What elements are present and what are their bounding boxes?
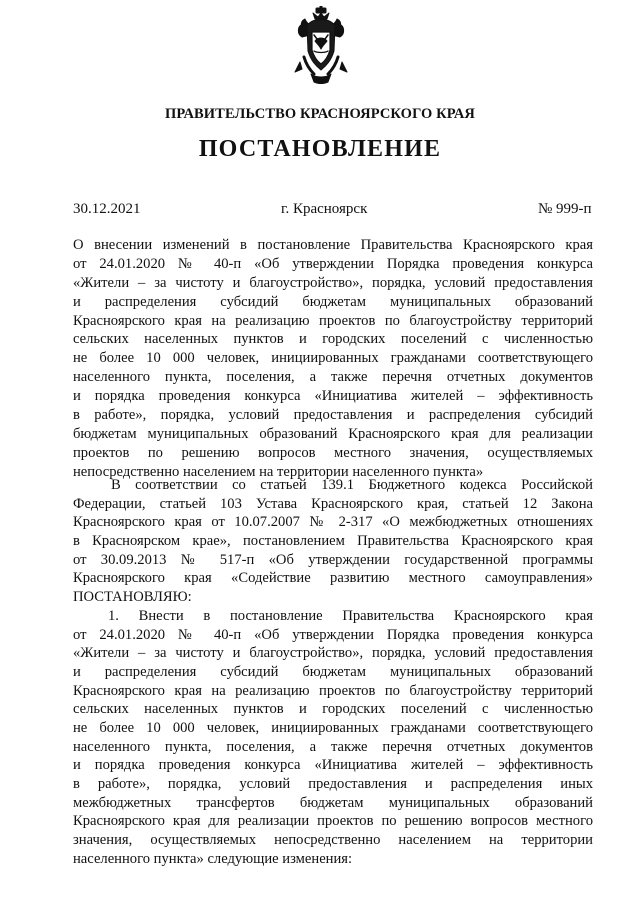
- body-line: «Жители – за чистоту и благоустройство», порядка, условий предоставления: [73, 645, 593, 662]
- subject-line: непосредственно населением на территории населенного пункта»: [73, 463, 484, 480]
- body-line: В соответствии со статьей 139.1 Бюджетного кодекса Российской: [111, 477, 593, 493]
- subject-line: «Жители – за чистоту и благоустройство», порядка, условий предоставления: [73, 274, 593, 291]
- body-line: Красноярского края на реализацию проектов по благоустройству территорий: [73, 682, 593, 699]
- body-line: Красноярского края для реализации проектов по решению вопросов местного: [73, 813, 593, 830]
- subject-line: Красноярского края на реализацию проектов по благоустройству территорий: [73, 312, 593, 329]
- document-type-title: ПОСТАНОВЛЕНИЕ: [198, 136, 442, 162]
- subject-line: населенного пункта, поселения, а также перечня отчетных документов: [73, 369, 593, 386]
- document-body: [73, 476, 593, 868]
- body-line: и порядка проведения конкурса «Инициатива жителей – эффективность: [73, 757, 593, 774]
- body-line: межбюджетных трансфертов бюджетам муниципальных образований: [73, 794, 593, 811]
- body-line: сельских населенных пунктов и городских поселений с численностью: [73, 701, 593, 718]
- document-number: № 999-п: [538, 201, 592, 217]
- krasnoyarsk-coat-of-arms-emblem: [294, 6, 348, 86]
- body-line: 1. Внести в постановление Правительства Красноярского края: [108, 607, 593, 624]
- body-line: Федерации, статьей 103 Устава Красноярского края, статьей 12 Закона: [73, 495, 593, 512]
- subject-line: в работе», порядка, условий предоставления и распределения субсидий: [73, 407, 593, 424]
- subject-line: бюджетам муниципальных образований Красноярского края для реализации: [73, 425, 593, 442]
- subject-line: и распределения субсидий бюджетам муниципальных образований: [73, 293, 593, 310]
- document-date: 30.12.2021: [73, 201, 141, 217]
- body-line: не более 10 000 человек, инициированных гражданами соответствующего: [73, 719, 593, 736]
- body-line: Красноярского края «Содействие развитию местного самоуправления»: [73, 570, 593, 587]
- body-line: от 30.09.2013 № 517-п «Об утверждении государственной программы: [73, 551, 593, 568]
- subject-line: не более 10 000 человек, инициированных гражданами соответствующего: [73, 350, 593, 367]
- body-line: и распределения субсидий бюджетам муниципальных образований: [73, 663, 593, 680]
- subject-line: и порядка проведения конкурса «Инициатива жителей – эффективность: [73, 388, 593, 405]
- document-subject: [73, 236, 593, 482]
- body-line: населенного пункта» следующие изменения:: [73, 850, 353, 867]
- subject-line: сельских населенных пунктов и городских поселений с численностью: [73, 331, 593, 348]
- subject-line: О внесении изменений в постановление Правительства Красноярского края: [73, 237, 593, 253]
- body-line: Красноярского края от 10.07.2007 № 2-317 «О межбюджетных отношениях: [73, 514, 593, 531]
- subject-line: проектов по решению вопросов местного значения, осуществляемых: [73, 444, 593, 461]
- body-line: значения, осуществляемых непосредственно населением на территории: [73, 832, 593, 849]
- body-line: населенного пункта, поселения, а также перечня отчетных документов: [73, 738, 593, 755]
- resolution-phrase: ПОСТАНОВЛЯЮ:: [73, 589, 192, 606]
- document-city: г. Красноярск: [281, 201, 368, 217]
- subject-line: от 24.01.2020 № 40-п «Об утверждении Порядка проведения конкурса: [73, 255, 593, 272]
- body-line: в работе», порядка, условий предоставления и распределения иных: [73, 776, 593, 792]
- body-line: в Красноярском крае», постановлением Правительства Красноярского края: [73, 533, 593, 550]
- body-line: от 24.01.2020 № 40-п «Об утверждении Порядка проведения конкурса: [73, 626, 593, 643]
- organization-title: ПРАВИТЕЛЬСТВО КРАСНОЯРСКОГО КРАЯ: [164, 106, 475, 122]
